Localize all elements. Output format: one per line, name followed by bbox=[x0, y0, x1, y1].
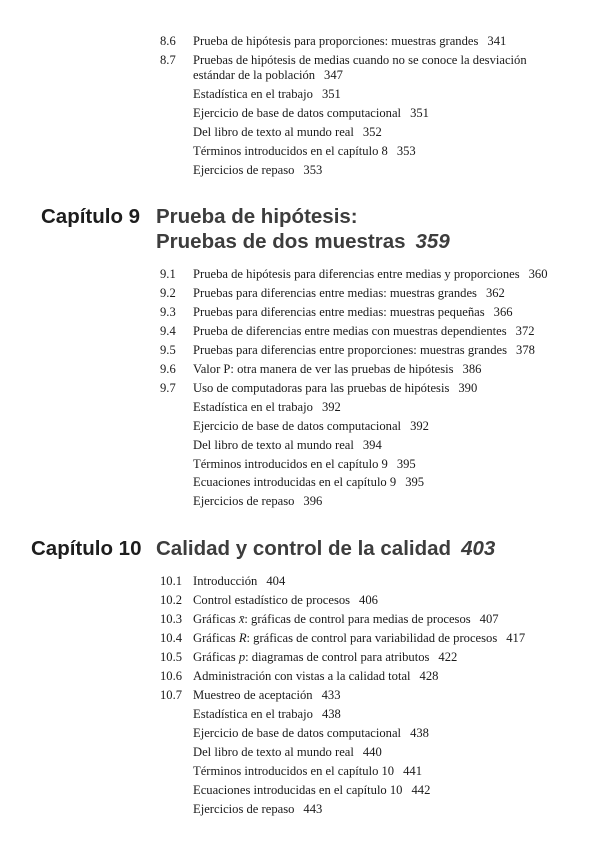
subentry-title: Estadística en el trabajo bbox=[193, 707, 313, 721]
page-number: 396 bbox=[303, 494, 323, 508]
subentry-title: Ejercicio de base de datos computacional bbox=[193, 419, 402, 433]
page-number: 417 bbox=[506, 631, 526, 645]
section-number: 8.7 bbox=[160, 53, 176, 67]
page-number: 438 bbox=[410, 726, 429, 740]
page-number: 395 bbox=[405, 475, 425, 489]
math-variable: x̄ bbox=[238, 612, 245, 626]
section-number: 8.6 bbox=[160, 34, 176, 48]
section-title: Pruebas de hipótesis de medias cuando no se conoce la desviación bbox=[193, 53, 527, 67]
subentry-title: Términos introducidos en el capítulo 9 bbox=[193, 457, 388, 471]
page-number: 441 bbox=[403, 764, 422, 778]
subentry-title: Ejercicios de repaso bbox=[193, 494, 295, 508]
page-number: 438 bbox=[321, 707, 341, 721]
page-number: 392 bbox=[410, 419, 429, 433]
section-title: Muestreo de aceptación bbox=[193, 688, 313, 702]
subentry-title: Del libro de texto al mundo real bbox=[193, 438, 354, 452]
subentry-title: Del libro de texto al mundo real bbox=[193, 125, 354, 139]
section-title: Prueba de diferencias entre medias con muestras dependientes bbox=[193, 324, 507, 338]
page-number: 428 bbox=[419, 669, 439, 683]
page-number: 442 bbox=[411, 783, 431, 797]
page-number: 433 bbox=[321, 688, 341, 702]
section-number: 9.2 bbox=[160, 286, 176, 300]
page-number: 351 bbox=[321, 87, 341, 101]
page-number: 395 bbox=[396, 457, 416, 471]
section-title: Control estadístico de procesos bbox=[193, 593, 351, 607]
section-title: Introducción bbox=[193, 574, 258, 588]
chapter-page-number: 403 bbox=[461, 537, 496, 560]
subentry-title: Del libro de texto al mundo real bbox=[193, 745, 354, 759]
section-title: : diagramas de control para atributos bbox=[245, 650, 430, 664]
section-title: Prueba de hipótesis para proporciones: muestras grandes bbox=[193, 34, 479, 48]
subentry-title: Ecuaciones introducidas en el capítulo 9 bbox=[193, 475, 397, 489]
section-number: 9.1 bbox=[160, 267, 176, 281]
page-number: 351 bbox=[410, 106, 429, 120]
section-number: 9.4 bbox=[160, 324, 176, 338]
page-number: 390 bbox=[458, 381, 478, 395]
chapter-title-text: Calidad y control de la calidad bbox=[156, 537, 452, 560]
chapter-title bbox=[156, 537, 495, 561]
subentry-title: Ecuaciones introducidas en el capítulo 10 bbox=[193, 783, 403, 797]
page-number: 392 bbox=[321, 400, 341, 414]
section-title: Pruebas para diferencias entre medias: muestras pequeñas bbox=[193, 305, 485, 319]
subentry-title: Términos introducidos en el capítulo 8 bbox=[193, 144, 388, 158]
section-title: Administración con vistas a la calidad total bbox=[193, 669, 411, 683]
page-number: 443 bbox=[303, 802, 323, 816]
section-number: 10.4 bbox=[160, 631, 183, 645]
math-variable: R bbox=[238, 631, 247, 645]
math-variable: p bbox=[238, 650, 246, 664]
section-title: Uso de computadoras para las pruebas de hipótesis bbox=[193, 381, 450, 395]
page-number: 404 bbox=[266, 574, 286, 588]
page-number: 341 bbox=[487, 34, 507, 48]
section-number: 9.6 bbox=[160, 362, 176, 376]
section-title: Prueba de hipótesis para diferencias entre medias y proporciones bbox=[193, 267, 520, 281]
page-number: 353 bbox=[303, 163, 323, 177]
section-number: 10.7 bbox=[160, 688, 183, 702]
section-title-prefix: Gráficas bbox=[193, 612, 239, 626]
section-title: : gráficas de control para medias de procesos bbox=[244, 612, 471, 626]
chapter-label: Capítulo 9 bbox=[41, 205, 141, 228]
subentry-title: Ejercicios de repaso bbox=[193, 163, 295, 177]
page-number: 362 bbox=[485, 286, 505, 300]
page-number: 347 bbox=[324, 68, 343, 82]
section-title-prefix: Gráficas bbox=[193, 631, 239, 645]
section-number: 9.5 bbox=[160, 343, 176, 357]
chapter-label: Capítulo 10 bbox=[31, 537, 142, 560]
section-title: Pruebas para diferencias entre medias: muestras grandes bbox=[193, 286, 477, 300]
page-number: 372 bbox=[515, 324, 535, 338]
page-number: 378 bbox=[516, 343, 535, 357]
page-number: 352 bbox=[362, 125, 382, 139]
section-title: Pruebas para diferencias entre proporciones: muestras grandes bbox=[193, 343, 508, 357]
page-number: 360 bbox=[528, 267, 548, 281]
section-title-continued: estándar de la población bbox=[193, 68, 316, 82]
subentry-title: Ejercicio de base de datos computacional bbox=[193, 726, 402, 740]
subentry-title: Estadística en el trabajo bbox=[193, 400, 313, 414]
subentry-title: Ejercicios de repaso bbox=[193, 802, 295, 816]
page-number: 440 bbox=[362, 745, 382, 759]
subentry-title: Estadística en el trabajo bbox=[193, 87, 313, 101]
page-number: 366 bbox=[493, 305, 513, 319]
page-number: 394 bbox=[362, 438, 382, 452]
chapter-page-number: 359 bbox=[415, 230, 450, 253]
subentry-title: Términos introducidos en el capítulo 10 bbox=[193, 764, 395, 778]
section-number: 10.3 bbox=[160, 612, 183, 626]
section-number: 9.7 bbox=[160, 381, 176, 395]
chapter-title-line-1: Prueba de hipótesis: bbox=[156, 205, 358, 228]
page-number: 407 bbox=[479, 612, 499, 626]
section-number: 9.3 bbox=[160, 305, 176, 319]
section-title: : gráficas de control para variabilidad de procesos bbox=[246, 631, 498, 645]
section-number: 10.6 bbox=[160, 669, 183, 683]
section-title: Valor P: otra manera de ver las pruebas de hipótesis bbox=[193, 362, 454, 376]
page-number: 422 bbox=[438, 650, 458, 664]
section-number: 10.2 bbox=[160, 593, 183, 607]
subentry-title: Ejercicio de base de datos computacional bbox=[193, 106, 402, 120]
page-number: 386 bbox=[462, 362, 482, 376]
chapter-title-text: Pruebas de dos muestras bbox=[156, 230, 406, 253]
page-number: 406 bbox=[359, 593, 378, 607]
section-number: 10.5 bbox=[160, 650, 183, 664]
section-title-prefix: Gráficas bbox=[193, 650, 239, 664]
section-number: 10.1 bbox=[160, 574, 183, 588]
chapter-title-line-2 bbox=[156, 230, 450, 254]
page-number: 353 bbox=[396, 144, 416, 158]
